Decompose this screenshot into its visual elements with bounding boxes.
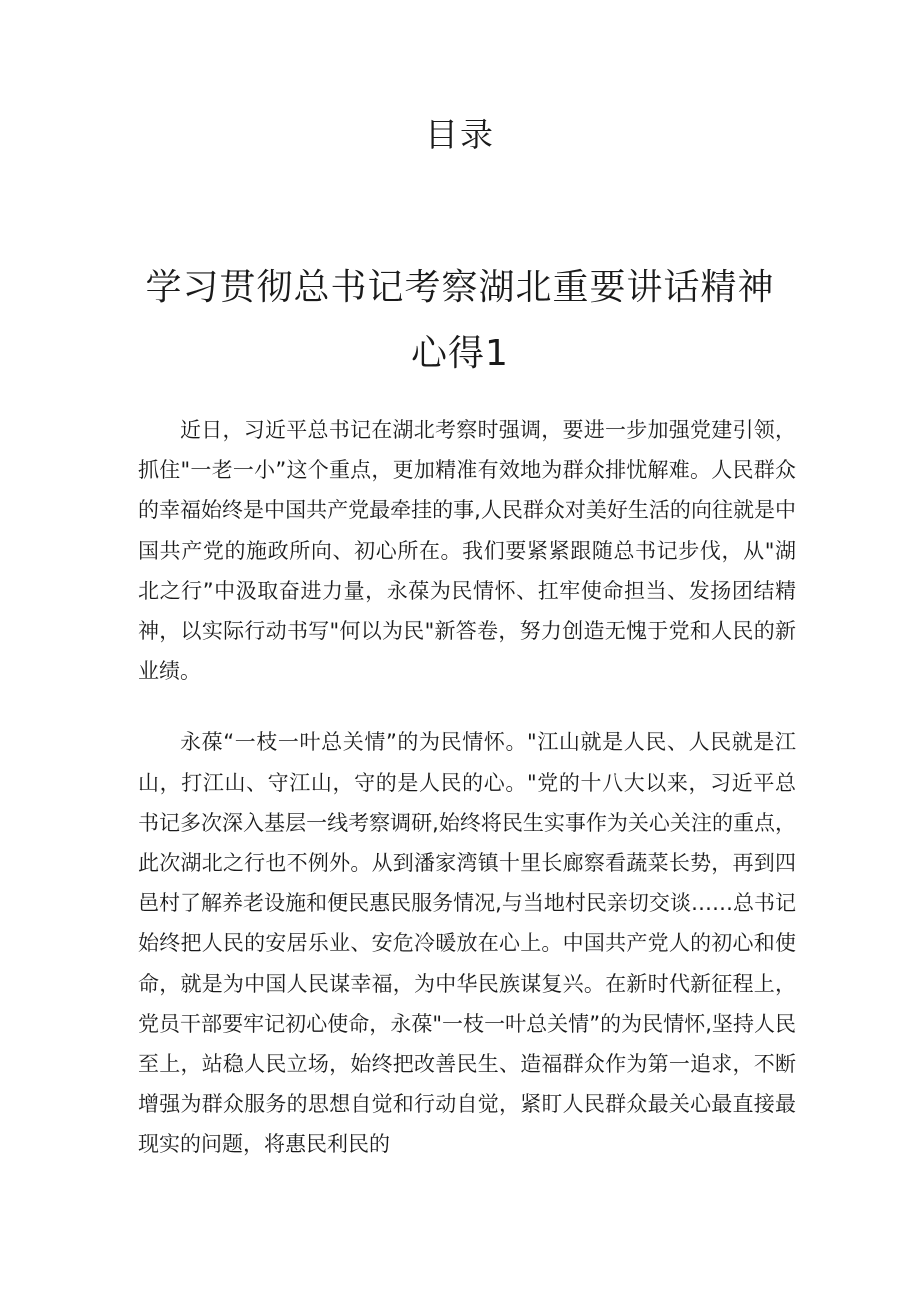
paragraph: 永葆“一枝一叶总关情”的为民情怀。"江山就是人民、人民就是江山，打江山、守江山，守的是人民的心。"党的十八大以来，习近平总书记多次深入基层一线考察调研,始终将民生实事作为关心关注的重点，此次湖北之行也不例外。从到潘家湾镇十里长廊察看蔬菜长势，再到四邑村了解养老设施和便民惠民服务情况,与当地村民亲切交谈……总书记始终把人民的安居乐业、安危冷暖放在心上。中国共产党人的初心和使命，就是为中国人民谋幸福，为中华民族谋复兴。在新时代新征程上，党员干部要牢记初心使命，永葆"一枝一叶总关情”的为民情怀,坚持人民至上，站稳人民立场，始终把改善民生、造福群众作为第一追求，不断增强为群众服务的思想自觉和行动自觉，紧盯人民群众最关心最直接最现实的问题，将惠民利民的	[138, 730, 796, 1157]
toc-heading: 目录	[425, 115, 495, 154]
paragraph: 近日，习近平总书记在湖北考察时强调，要进一步加强党建引领，抓住"一老一小”这个重点，更加精准有效地为群众排忧解难。人民群众的幸福始终是中国共产党最牵挂的事,人民群众对美好生活的向往就是中国共产党的施政所向、初心所在。我们要紧紧跟随总书记步伐，从"湖北之行”中汲取奋进力量，永葆为民情怀、扛牢使命担当、发扬团结精神，以实际行动书写"何以为民"新答卷，努力创造无愧于党和人民的新业绩。	[138, 418, 796, 684]
article-body	[138, 410, 796, 1165]
article-title: 学习贯彻总书记考察湖北重要讲话精神心得1	[145, 267, 775, 374]
